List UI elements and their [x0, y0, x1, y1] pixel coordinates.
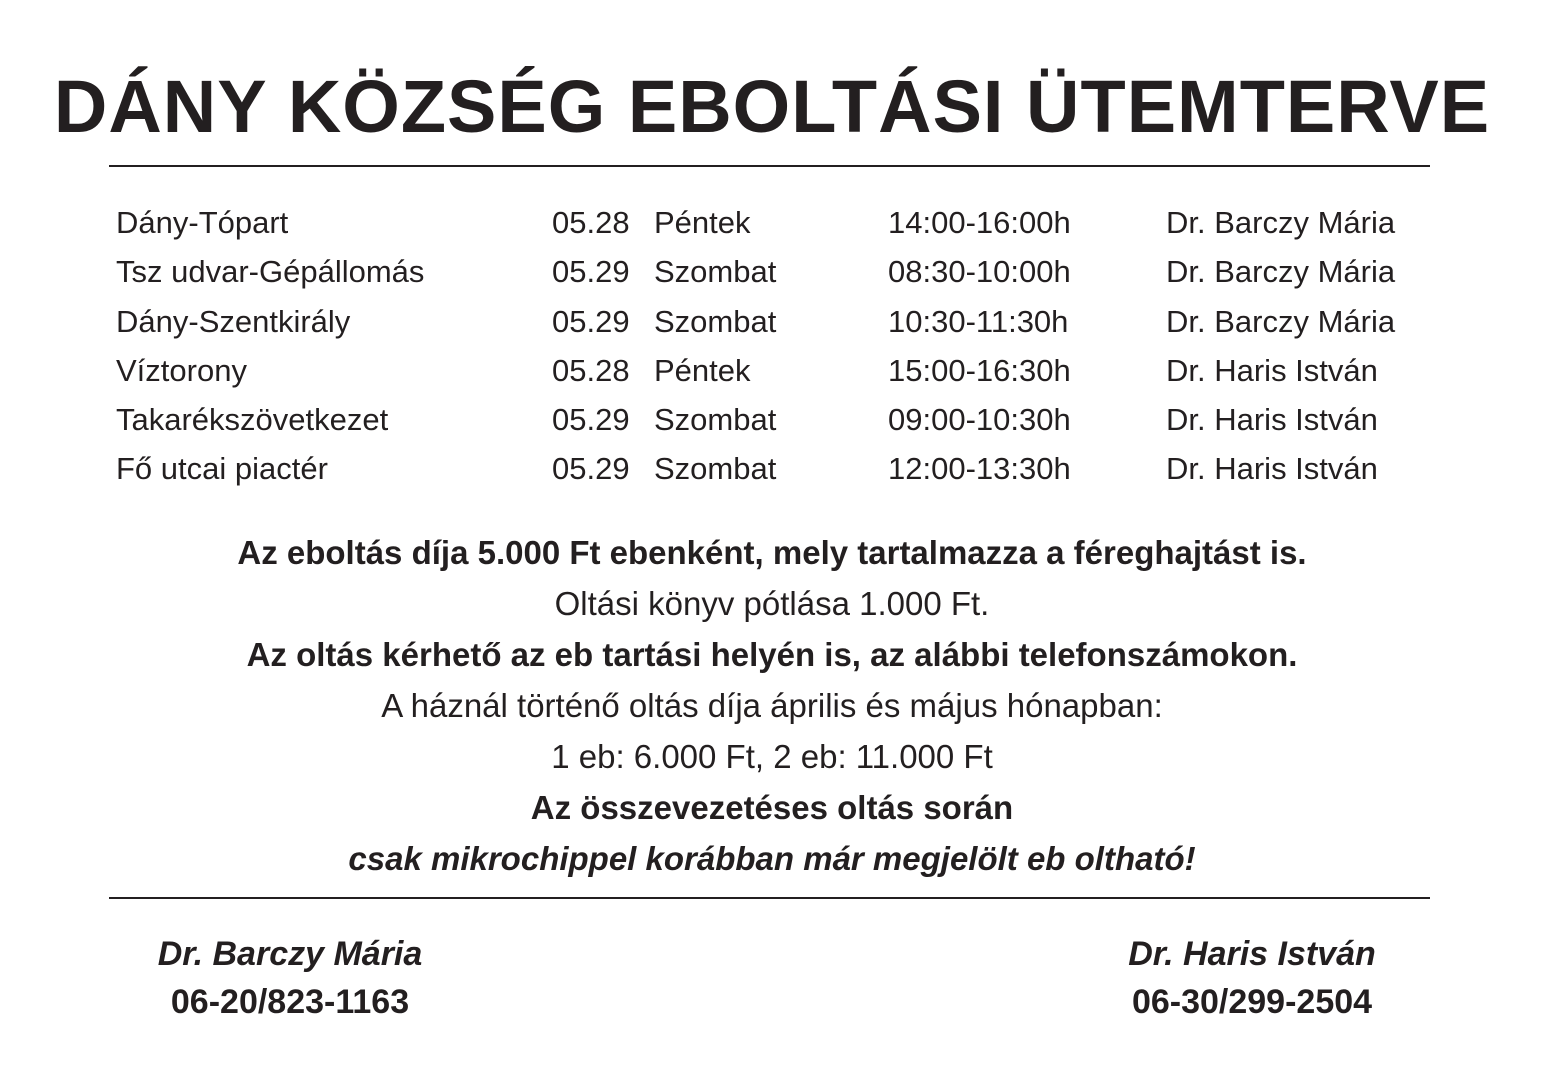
schedule-date: 05.29: [552, 303, 630, 339]
schedule-place: Dány-Tópart: [116, 205, 289, 240]
schedule-day: Szombat: [654, 451, 777, 487]
schedule-doctor: Dr. Barczy Mária: [1166, 254, 1396, 290]
schedule-doctor: Dr. Haris István: [1166, 402, 1378, 438]
contact-name: Dr. Haris István: [1128, 935, 1376, 973]
schedule-time: 08:30-10:00h: [888, 254, 1071, 290]
schedule-date: 05.28: [552, 352, 630, 388]
schedule-doctor: Dr. Haris István: [1166, 352, 1378, 388]
schedule-date: 05.28: [552, 205, 630, 240]
fee-text: Az eboltás díja 5.000 Ft ebenként, mely tartalmazza a féreghajtást is.: [237, 534, 1307, 571]
schedule-time: 09:00-10:30h: [888, 402, 1071, 438]
home-fee-values-text: 1 eb: 6.000 Ft, 2 eb: 11.000 Ft: [551, 738, 993, 775]
home-request-text: Az oltás kérhető az eb tartási helyén is, az alábbi telefonszámokon.: [246, 636, 1298, 673]
schedule-row: [116, 444, 1436, 493]
home-fee-intro-text: A háznál történő oltás díja április és május hónapban:: [381, 687, 1163, 724]
schedule-row: [116, 198, 1436, 247]
schedule-day: Szombat: [654, 254, 777, 290]
schedule-row: [116, 346, 1436, 395]
schedule-time: 12:00-13:30h: [888, 451, 1071, 487]
schedule-row: [116, 395, 1436, 444]
schedule-place: Víztorony: [116, 352, 247, 388]
schedule-time: 15:00-16:30h: [888, 352, 1071, 388]
schedule-doctor: Dr. Barczy Mária: [1166, 303, 1396, 339]
schedule-place: Takarékszövetkezet: [116, 402, 389, 438]
contact-phone: 06-30/299-2504: [1131, 983, 1373, 1021]
bottom-divider: [109, 897, 1430, 899]
schedule-table: [116, 198, 1436, 494]
schedule-day: Szombat: [654, 402, 777, 438]
schedule-time: 14:00-16:00h: [888, 205, 1071, 240]
schedule-row: [116, 297, 1436, 346]
contact-name: Dr. Barczy Mária: [157, 935, 423, 973]
schedule-day: Péntek: [654, 352, 751, 388]
contact-phone: 06-20/823-1163: [170, 983, 410, 1021]
schedule-day: Szombat: [654, 303, 777, 339]
schedule-doctor: Dr. Haris István: [1166, 451, 1378, 487]
schedule-time: 10:30-11:30h: [888, 303, 1069, 339]
schedule-date: 05.29: [552, 402, 630, 438]
chip-note-heading: Az összevezetéses oltás során: [530, 789, 1014, 826]
schedule-place: Tsz udvar-Gépállomás: [116, 254, 425, 290]
schedule-doctor: Dr. Barczy Mária: [1166, 205, 1396, 240]
book-replacement-text: Oltási könyv pótlása 1.000 Ft.: [554, 585, 990, 622]
contact-barczy: [130, 930, 450, 1026]
top-divider: [109, 165, 1430, 167]
schedule-day: Péntek: [654, 205, 751, 240]
page-title: DÁNY KÖZSÉG EBOLTÁSI ÜTEMTERVE: [53, 65, 1491, 148]
schedule-place: Fő utcai piactér: [116, 451, 328, 487]
info-section: [0, 527, 1544, 884]
schedule-date: 05.29: [552, 451, 630, 487]
chip-note-text: csak mikrochippel korábban már megjelölt eb oltható!: [348, 840, 1196, 877]
schedule-row: [116, 247, 1436, 296]
contact-haris: [1102, 930, 1402, 1026]
schedule-place: Dány-Szentkirály: [116, 303, 351, 339]
schedule-date: 05.29: [552, 254, 630, 290]
